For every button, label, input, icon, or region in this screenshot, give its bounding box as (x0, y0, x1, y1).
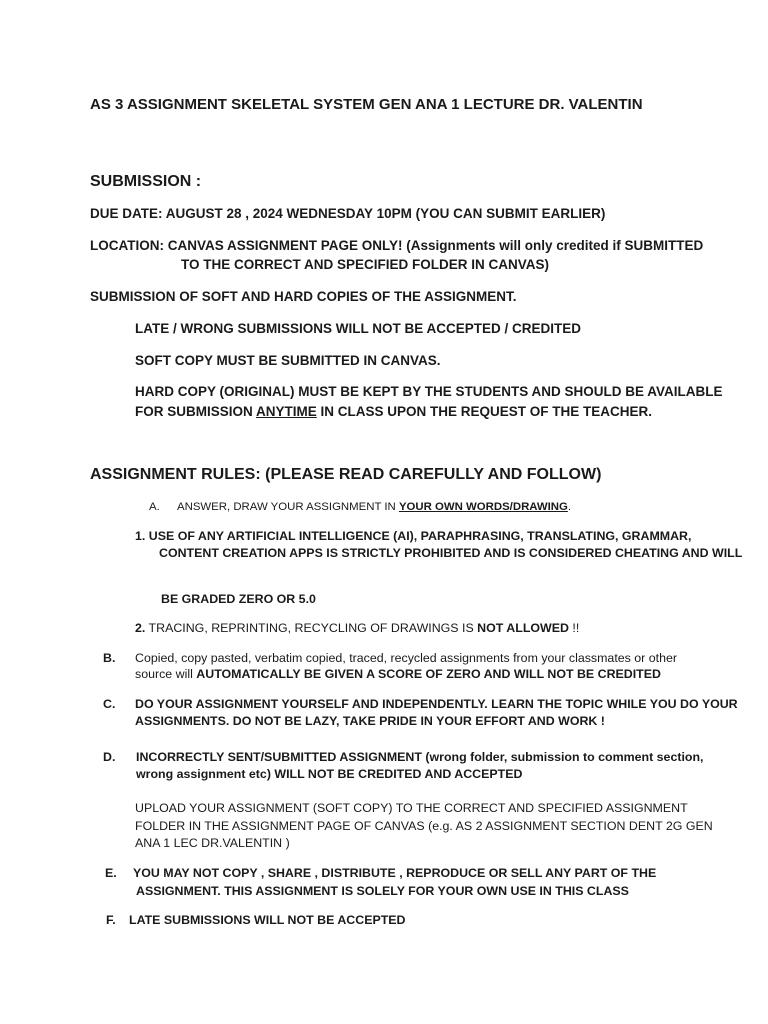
location-line-1: LOCATION: CANVAS ASSIGNMENT PAGE ONLY! (Assignments will only credited if SUBMITTED (90, 238, 704, 253)
rule-a-marker: A. (149, 501, 160, 513)
rule-b-source: source will (135, 667, 197, 681)
soft-hard-copies: SUBMISSION OF SOFT AND HARD COPIES OF THE ASSIGNMENT. (90, 289, 517, 304)
rule-b-emphasis: AUTOMATICALLY BE GIVEN A SCORE OF ZERO AND WILL NOT BE CREDITED (196, 667, 661, 681)
upload-line-3: ANA 1 LEC DR.VALENTIN ) (135, 836, 290, 850)
rule-1-line-1: 1. USE OF ANY ARTIFICIAL INTELLIGENCE (AI), PARAPHRASING, TRANSLATING, GRAMMAR, (135, 529, 692, 543)
rule-c-marker: C. (103, 697, 116, 711)
late-wrong-submissions: LATE / WRONG SUBMISSIONS WILL NOT BE ACCEPTED / CREDITED (135, 321, 582, 336)
hard-copy-line-2 (135, 404, 652, 419)
rule-2 (135, 621, 579, 635)
upload-line-2: FOLDER IN THE ASSIGNMENT PAGE OF CANVAS (e.g. AS 2 ASSIGNMENT SECTION DENT 2G GEN (135, 819, 713, 833)
rule-f-text: LATE SUBMISSIONS WILL NOT BE ACCEPTED (129, 913, 406, 927)
rule-a-period: . (567, 501, 572, 513)
rule-f-marker: F. (106, 913, 116, 927)
rule-d-line-1: INCORRECTLY SENT/SUBMITTED ASSIGNMENT (wrong folder, submission to comment section, (136, 750, 704, 764)
rule-2-number: 2. (135, 621, 146, 635)
rule-1-line-2: CONTENT CREATION APPS IS STRICTLY PROHIBITED AND IS CONSIDERED CHEATING AND WILL (159, 546, 743, 560)
rule-b-marker: B. (103, 651, 116, 665)
upload-line-1: UPLOAD YOUR ASSIGNMENT (SOFT COPY) TO THE CORRECT AND SPECIFIED ASSIGNMENT (135, 801, 688, 815)
anytime-emphasis: ANYTIME (256, 404, 317, 419)
hard-copy-text-c: IN CLASS UPON THE REQUEST OF THE TEACHER. (316, 404, 653, 419)
submission-heading: SUBMISSION : (90, 173, 202, 190)
rule-a-text (177, 501, 571, 513)
rule-2-end: !! (568, 621, 580, 635)
document-title: AS 3 ASSIGNMENT SKELETAL SYSTEM GEN ANA 1 LECTURE DR. VALENTIN (90, 96, 643, 113)
location-line-2: TO THE CORRECT AND SPECIFIED FOLDER IN CANVAS) (181, 257, 550, 272)
hard-copy-line-1: HARD COPY (ORIGINAL) MUST BE KEPT BY THE STUDENTS AND SHOULD BE AVAILABLE (135, 384, 723, 399)
rule-1-line-3: BE GRADED ZERO OR 5.0 (161, 592, 316, 606)
rule-c-line-1: DO YOUR ASSIGNMENT YOURSELF AND INDEPENDENTLY. LEARN THE TOPIC WHILE YOU DO YOUR (135, 697, 738, 711)
rule-a-emphasis: YOUR OWN WORDS/DRAWING (398, 501, 568, 513)
due-date: DUE DATE: AUGUST 28 , 2024 WEDNESDAY 10PM (YOU CAN SUBMIT EARLIER) (90, 206, 606, 221)
soft-copy-note: SOFT COPY MUST BE SUBMITTED IN CANVAS. (135, 353, 441, 368)
rule-e-line-1: YOU MAY NOT COPY , SHARE , DISTRIBUTE , REPRODUCE OR SELL ANY PART OF THE (133, 866, 657, 880)
rule-b-line-1: Copied, copy pasted, verbatim copied, traced, recycled assignments from your classmates or other (135, 651, 677, 665)
rule-b-line-2 (135, 667, 661, 681)
rule-d-line-2: wrong assignment etc) WILL NOT BE CREDITED AND ACCEPTED (136, 767, 523, 781)
rule-e-marker: E. (105, 866, 117, 880)
rule-e-line-2: ASSIGNMENT. THIS ASSIGNMENT IS SOLELY FOR YOUR OWN USE IN THIS CLASS (136, 884, 629, 898)
rule-2-emphasis: NOT ALLOWED (477, 621, 569, 635)
rules-heading: ASSIGNMENT RULES: (PLEASE READ CAREFULLY AND FOLLOW) (90, 466, 602, 483)
rule-d-marker: D. (103, 750, 116, 764)
hard-copy-text-a: FOR SUBMISSION (135, 404, 257, 419)
rule-c-line-2: ASSIGNMENTS. DO NOT BE LAZY, TAKE PRIDE IN YOUR EFFORT AND WORK ! (135, 714, 605, 728)
rule-2-body: TRACING, REPRINTING, RECYCLING OF DRAWINGS IS (145, 621, 478, 635)
rule-a-body: ANSWER, DRAW YOUR ASSIGNMENT IN (177, 501, 399, 513)
